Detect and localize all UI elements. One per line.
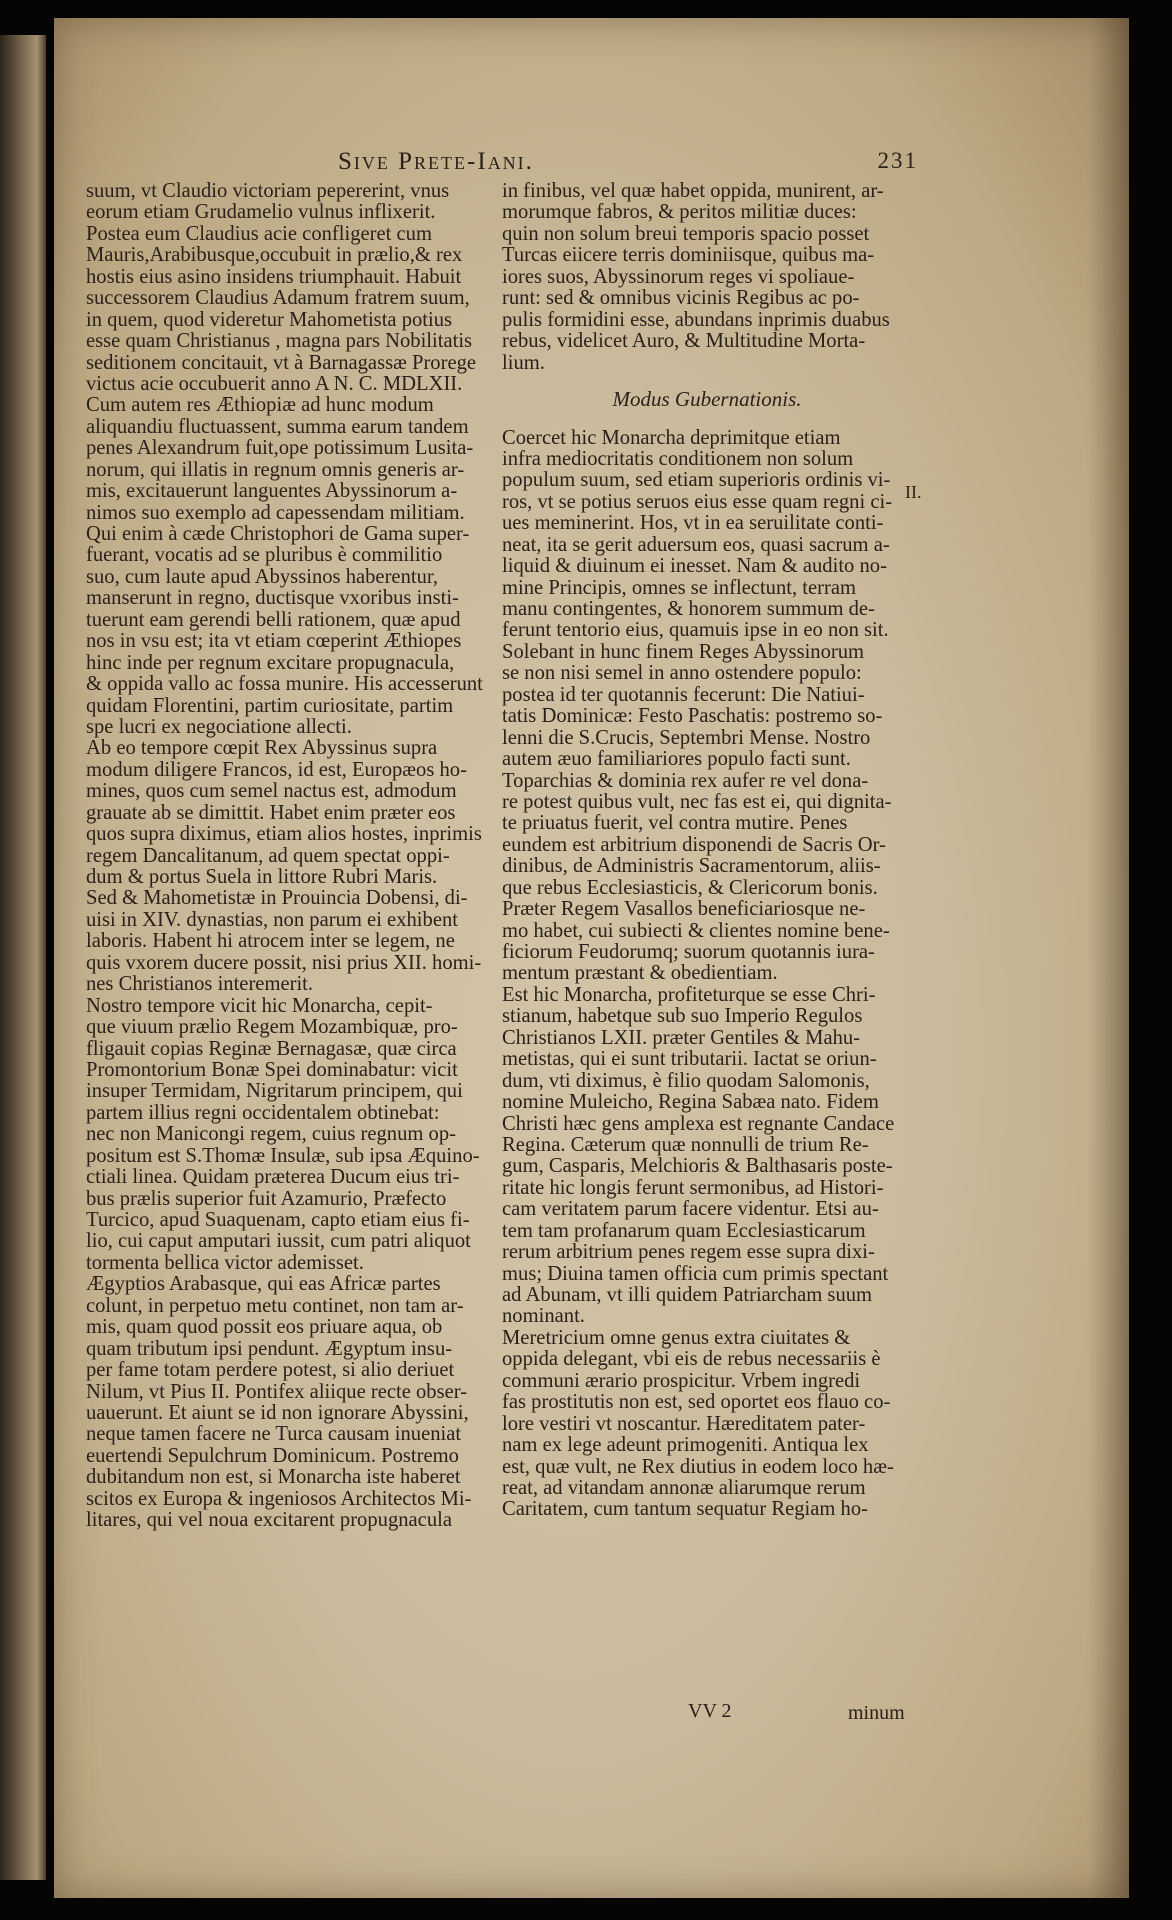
text-line: tuerunt eam gerendi belli rationem, quæ apud (86, 609, 461, 631)
text-line: hostis eius asino insidens triumphauit. Habuit (86, 266, 462, 288)
text-line: nos in vsu est; ita vt etiam cœperint Æthiopes (86, 631, 462, 653)
text-line: eundem est arbitrium disponendi de Sacris Or- (502, 834, 886, 856)
text-line: runt: sed & omnibus vicinis Regibus ac po- (502, 288, 860, 310)
text-line: populum suum, sed etiam superioris ordinis vi- (502, 470, 891, 492)
text-line: te priuatus fuerit, vel contra mutire. Penes (502, 813, 848, 835)
text-line: Cum autem res Æthiopiæ ad hunc modum (86, 395, 434, 417)
right-column-top-passage (502, 181, 912, 374)
text-line: nec non Manicongi regem, cuius regnum op- (86, 1124, 457, 1146)
text-line: postea id ter quotannis fecerunt: Die Natiui- (502, 684, 865, 706)
text-line: partem illius regni occidentalem obtinebat: (86, 1102, 440, 1124)
text-line: successorem Claudius Adamum fratrem suum, (86, 288, 470, 310)
text-line: Toparchias & dominia rex aufer re vel dona- (502, 770, 869, 792)
text-line: mo habet, cui subiecti & clientes nomine bene- (502, 920, 890, 942)
text-line: euertendi Sepulchrum Dominicum. Postremo (86, 1445, 459, 1467)
page-header (258, 148, 918, 182)
text-line: neque tamen facere ne Turca causam inueniat (86, 1424, 462, 1446)
text-line: bus prælis superior fuit Azamurio, Præfecto (86, 1188, 447, 1210)
text-line: pulis formidini esse, abundans inprimis duabus (502, 309, 890, 331)
text-line: laboris. Habent hi atrocem inter se legem, ne (86, 931, 455, 953)
text-line: ros, vt se potius seruos eius esse quam regni ci- (502, 491, 893, 513)
text-line: eorum etiam Grudamelio vulnus inflixerit. (86, 202, 436, 224)
text-line: autem æuo familiariores populo facti sunt. (502, 749, 851, 771)
text-line: Promontorium Bonæ Spei dominabatur: vicit (86, 1059, 458, 1081)
text-line: nominant. (502, 1306, 585, 1328)
text-line: lio, cui caput amputari iussit, cum patri aliquot (86, 1231, 471, 1253)
text-line: nam ex lege adeunt primogeniti. Antiqua lex (502, 1435, 869, 1457)
text-line: ad Abunam, vt illi quidem Patriarcham suum (502, 1285, 873, 1307)
text-line: esse quam Christianus , magna pars Nobilitatis (86, 331, 473, 353)
text-line: & oppida vallo ac fossa munire. His accesserunt (86, 674, 483, 696)
text-line: Turcas eiicere terris dominiisque, quibus ma- (502, 245, 875, 267)
text-line: mentum præstant & obedientiam. (502, 963, 778, 985)
text-line: victus acie occubuerit anno A N. C. MDLXII. (86, 373, 463, 395)
text-line: rebus, videlicet Auro, & Multitudine Morta- (502, 331, 866, 353)
text-line: mis, excitauerunt languentes Abyssinorum a- (86, 481, 458, 503)
text-line: cam veritatem parum facere videntur. Etsi au- (502, 1199, 879, 1221)
text-line: rerum arbitrium penes regem esse supra dixi- (502, 1242, 875, 1264)
running-title: Sive Prete-Iani. (338, 148, 534, 175)
text-line: Solebant in hunc finem Reges Abyssinorum (502, 641, 865, 663)
text-line: lium. (502, 352, 545, 374)
section-heading: Modus Gubernationis. (612, 386, 802, 411)
text-line: aliquandiu fluctuassent, summa earum tandem (86, 416, 469, 438)
text-line: nomine Muleicho, Regina Sabæa nato. Fidem (502, 1092, 879, 1114)
text-line: grauate ab se dimittit. Habet enim præter eos (86, 802, 456, 824)
text-line: gum, Casparis, Melchioris & Balthasaris poste- (502, 1156, 893, 1178)
page-number: 231 (877, 148, 918, 173)
text-line: stianum, habetque sub suo Imperio Regulos (502, 1006, 863, 1028)
text-line: in quem, quod videretur Mahometista potius (86, 309, 453, 331)
text-line: ficiorum Feudorumq; suorum quotannis iura- (502, 942, 875, 964)
text-line: Ægyptios Arabasque, qui eas Africæ partes (86, 1274, 441, 1296)
text-line: spe lucri ex negociatione allecti. (86, 716, 352, 738)
text-line: Nilum, vt Pius II. Pontifex aliique recte obser- (86, 1381, 468, 1403)
text-line: Sed & Mahometistæ in Prouincia Dobensi, di- (86, 888, 468, 910)
text-line: Christi hæc gens amplexa est regnante Candace (502, 1113, 895, 1135)
text-line: Postea eum Claudius acie confligeret cum (86, 223, 432, 245)
text-line: suum, vt Claudio victoriam pepererint, vnus (86, 181, 450, 202)
previous-page-edge (0, 35, 46, 1880)
text-line: lenni die S.Crucis, Septembri Mense. Nostro (502, 727, 871, 749)
text-line: neat, ita se gerit aduersum eos, quasi sacrum a- (502, 534, 890, 556)
text-line: reat, ad vitandam annonæ aliarumque rerum (502, 1477, 866, 1499)
text-line: ritate hic longis ferunt sermonibus, ad Histori- (502, 1177, 884, 1199)
text-line: ues meminerint. Hos, vt in ea seruilitate conti- (502, 513, 884, 535)
text-line: colunt, in perpetuo metu continet, non tam ar- (86, 1295, 464, 1317)
text-line: quidam Florentini, partim curiositate, partim (86, 695, 454, 717)
text-line: hinc inde per regnum excitare propugnacula, (86, 652, 455, 674)
text-line: quos supra diximus, etiam alios hostes, inprimis (86, 824, 482, 846)
right-column-body-passage (502, 428, 912, 1521)
text-line: Meretricium omne genus extra ciuitates & (502, 1327, 851, 1349)
left-text-column (86, 181, 496, 1532)
right-text-column (502, 181, 912, 1521)
text-line: ferunt tentorio eius, quamuis ipse in eo non sit. (502, 620, 889, 642)
text-line: litares, qui vel noua excitarent propugnacula (86, 1510, 452, 1532)
text-line: Regina. Cæterum quæ nonnulli de trium Re- (502, 1134, 869, 1156)
text-line: Qui enim à cæde Christophori de Gama super- (86, 524, 470, 545)
text-line: dubitandum non est, si Monarcha iste haberet (86, 1467, 461, 1489)
text-line: que viuum prælio Regem Mozambiquæ, pro- (86, 1017, 458, 1039)
heading-spacer (502, 417, 912, 428)
text-line: fuerant, vocatis ad se pluribus è commilitio (86, 545, 443, 567)
text-line: dum, vti diximus, è filio quodam Salomonis, (502, 1070, 870, 1092)
text-line: suo, cum laute apud Abyssinos haberentur, (86, 566, 439, 588)
text-line: Præter Regem Vasallos beneficiariosque ne- (502, 899, 866, 921)
text-line: metistas, qui ei sunt tributarii. Iactat se oriun- (502, 1049, 877, 1071)
text-line: Mauris,Arabibusque,occubuit in prælio,& rex (86, 245, 463, 267)
text-line: modum diligere Francos, id est, Europæos ho- (86, 759, 467, 781)
text-line: in finibus, vel quæ habet oppida, munirent, ar- (502, 181, 884, 202)
text-line: nes Christianos interemerit. (86, 974, 314, 996)
text-line: ctiali linea. Quidam præterea Ducum eius tri- (86, 1167, 460, 1189)
text-line: dum & portus Suela in littore Rubri Maris. (86, 867, 438, 888)
text-line: liquid & diuinum ei inesset. Nam & audito no- (502, 556, 887, 578)
text-line: mis, quam quod possit eos priuare aqua, ob (86, 1317, 443, 1339)
text-line: lore vestiri vt noscantur. Hæreditatem pater- (502, 1413, 866, 1435)
text-line: tatis Dominicæ: Festo Paschatis: postremo so- (502, 706, 883, 728)
text-line: communi ærario prospicitur. Vrbem ingredi (502, 1370, 861, 1392)
signature-mark: VV 2 (688, 1700, 732, 1722)
text-line: infra mediocritatis conditionem non solum (502, 448, 854, 470)
text-line: uisi in XIV. dynastias, non parum ei exhibent (86, 909, 458, 931)
text-line: uauerunt. Et aiunt se id non ignorare Abyssini, (86, 1402, 469, 1424)
text-line: Ab eo tempore cœpit Rex Abyssinus supra (86, 738, 438, 760)
text-line: manserunt in regno, ductisque vxoribus insti- (86, 588, 459, 610)
text-line: quam tributum ipsi pendunt. Ægyptum insu- (86, 1338, 453, 1360)
text-line: norum, qui illatis in regnum omnis generis ar- (86, 459, 465, 481)
text-line: regem Dancalitanum, ad quem spectat oppi- (86, 845, 450, 867)
text-line: oppida delegant, vbi eis de rebus necessariis è (502, 1349, 881, 1371)
text-line: Coercet hic Monarcha deprimitque etiam (502, 427, 841, 449)
text-line: manu contingentes, & honorem summum de- (502, 599, 875, 621)
text-line: Nostro tempore vicit hic Monarcha, cepit- (86, 995, 433, 1017)
text-line: mine Principis, omnes se inflectunt, terram (502, 577, 857, 599)
text-line: fligauit copias Reginæ Bernagasæ, quæ circa (86, 1038, 457, 1060)
text-line: tem tam profanarum quam Ecclesiasticarum (502, 1220, 866, 1242)
text-line: re potest quibus vult, nec fas est ei, qui dignita- (502, 791, 892, 813)
text-line: que rebus Ecclesiasticis, & Clericorum bonis. (502, 877, 878, 899)
text-line: per fame totam perdere potest, si alio deriuet (86, 1360, 455, 1382)
text-line: quis vxorem ducere possit, nisi prius XII. homi- (86, 952, 482, 974)
text-line: Turcico, apud Suaquenam, capto etiam eius fi- (86, 1210, 470, 1231)
text-line: positum est S.Thomæ Insulæ, sub ipsa Æquino- (86, 1145, 480, 1167)
text-line: iores suos, Abyssinorum reges vi spoliaue- (502, 266, 855, 288)
text-line: mines, quos cum semel nactus est, admodum (86, 781, 457, 803)
text-line: dinibus, de Administris Sacramentorum, aliis- (502, 856, 881, 878)
catchword: minum (848, 1702, 905, 1724)
text-line: quin non solum breui temporis spacio posset (502, 223, 870, 245)
text-line: Est hic Monarcha, profiteturque se esse Chri- (502, 984, 876, 1006)
text-line: est, quæ vult, ne Rex diutius in eodem loco hæ- (502, 1456, 894, 1478)
text-line: fas prostitutis non est, sed oportet eos flauo co- (502, 1392, 891, 1414)
text-line: penes Alexandrum fuit,ope potissimum Lusita- (86, 438, 474, 460)
text-line: Christianos LXII. præter Gentiles & Mahu- (502, 1027, 861, 1049)
text-line: scitos ex Europa & ingeniosos Architectos Mi- (86, 1488, 472, 1510)
text-line: Caritatem, cum tantum sequatur Regiam ho- (502, 1499, 869, 1521)
text-line: insuper Termidam, Nigritarum principem, qui (86, 1081, 463, 1103)
text-line: morumque fabros, & peritos militiæ duces: (502, 202, 857, 224)
text-line: mus; Diuina tamen officia cum primis spectant (502, 1263, 889, 1285)
text-line: tormenta bellica victor ademisset. (86, 1252, 364, 1274)
text-line: seditionem concitauit, vt à Barnagassæ Prorege (86, 352, 477, 374)
margin-note: II. (905, 482, 922, 502)
text-line: nimos suo exemplo ad capessendam militiam. (86, 502, 465, 524)
text-line: se non nisi semel in anno ostendere populo: (502, 663, 862, 685)
